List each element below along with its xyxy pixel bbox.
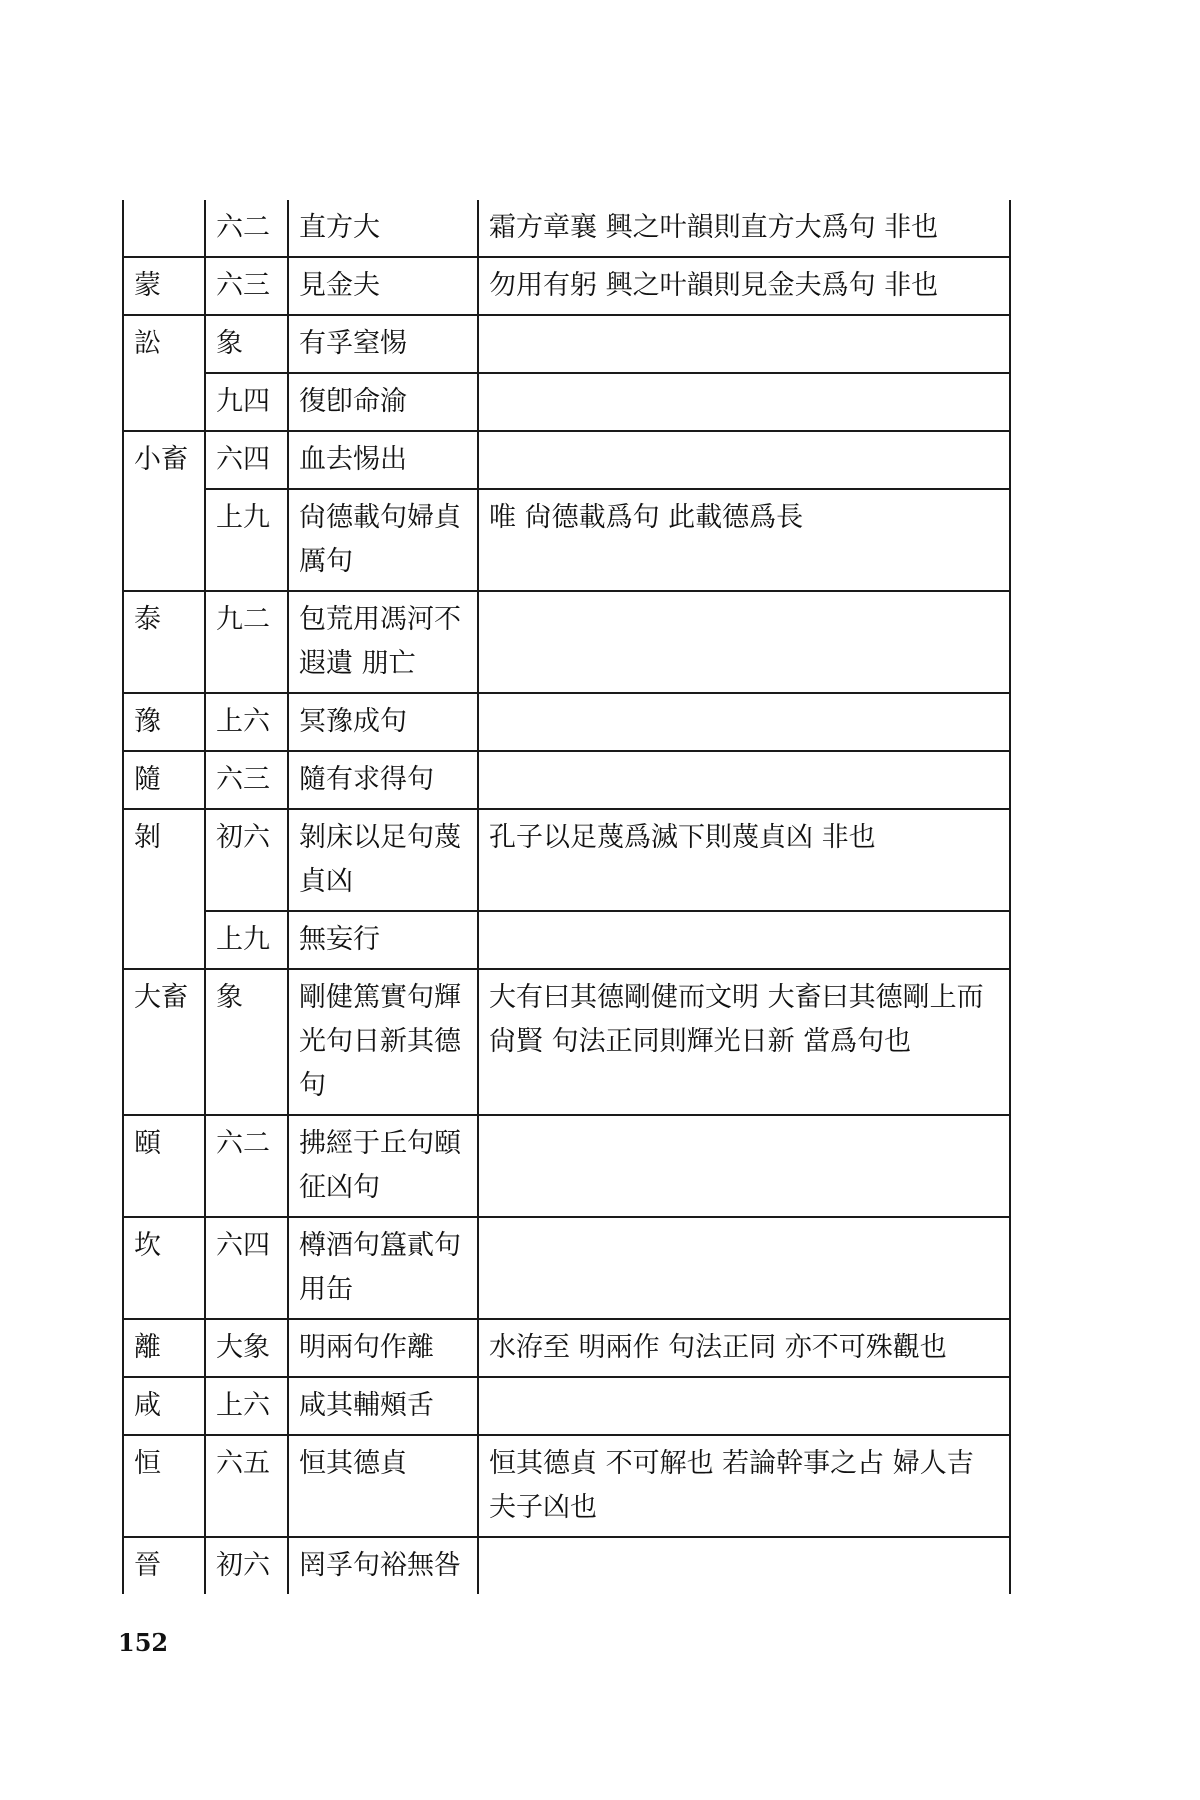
gua-cell: 豫 [123,693,205,751]
phrase-cell: 見金夫 [288,257,478,315]
table-row [123,431,1010,489]
note-cell [478,911,1010,969]
gua-cell: 小畜 [123,431,205,591]
table-row [123,1217,1010,1319]
phrase-cell: 直方大 [288,200,478,257]
gua-cell: 咸 [123,1377,205,1435]
page-number: 152 [118,1628,169,1657]
phrase-cell: 罔孚句裕無咎 [288,1537,478,1594]
yao-cell: 上六 [205,693,288,751]
note-cell: 唯 尙德載爲句 此載德爲長 [478,489,1010,591]
yao-cell: 九四 [205,373,288,431]
yao-cell: 六四 [205,1217,288,1319]
phrase-cell: 拂經于丘句頤征凶句 [288,1115,478,1217]
table-row [123,591,1010,693]
yao-cell: 上九 [205,911,288,969]
note-cell [478,1115,1010,1217]
yao-cell: 初六 [205,809,288,911]
yao-cell: 六二 [205,1115,288,1217]
table-row [123,315,1010,373]
yao-cell: 象 [205,315,288,373]
phrase-cell: 剝床以足句蔑貞凶 [288,809,478,911]
note-cell: 恒其德貞 不可解也 若論幹事之占 婦人吉夫子凶也 [478,1435,1010,1537]
table-row [123,257,1010,315]
table-row [123,1537,1010,1594]
table-row [123,1435,1010,1537]
gua-cell: 蒙 [123,257,205,315]
table-row [123,373,1010,431]
phrase-cell: 咸其輔頰舌 [288,1377,478,1435]
table-row [123,969,1010,1115]
note-cell: 水洊至 明兩作 句法正同 亦不可殊觀也 [478,1319,1010,1377]
note-cell: 勿用有躬 興之叶韻則見金夫爲句 非也 [478,257,1010,315]
note-cell [478,693,1010,751]
yao-cell: 六四 [205,431,288,489]
phrase-cell: 樽酒句簋貳句用缶 [288,1217,478,1319]
table-row [123,489,1010,591]
gua-cell: 隨 [123,751,205,809]
note-cell [478,1377,1010,1435]
table-row [123,693,1010,751]
gua-cell: 泰 [123,591,205,693]
phrase-cell: 冥豫成句 [288,693,478,751]
phrase-cell: 剛健篤實句輝光句日新其德句 [288,969,478,1115]
note-cell: 霜方章襄 興之叶韻則直方大爲句 非也 [478,200,1010,257]
note-cell [478,373,1010,431]
gua-cell: 恒 [123,1435,205,1537]
gua-cell: 離 [123,1319,205,1377]
gua-cell: 頤 [123,1115,205,1217]
yao-cell: 上九 [205,489,288,591]
note-cell [478,751,1010,809]
gua-cell: 訟 [123,315,205,431]
phrase-cell: 尙德載句婦貞厲句 [288,489,478,591]
phrase-cell: 隨有求得句 [288,751,478,809]
note-cell: 孔子以足蔑爲滅下則蔑貞凶 非也 [478,809,1010,911]
phrase-cell: 復卽命渝 [288,373,478,431]
yao-cell: 上六 [205,1377,288,1435]
note-cell [478,1537,1010,1594]
yao-cell: 九二 [205,591,288,693]
annotation-table [122,200,1011,1594]
gua-cell: 晉 [123,1537,205,1594]
note-cell [478,431,1010,489]
table-row [123,751,1010,809]
gua-cell: 大畜 [123,969,205,1115]
table-row [123,911,1010,969]
phrase-cell: 無妄行 [288,911,478,969]
phrase-cell: 有孚窒惕 [288,315,478,373]
phrase-cell: 明兩句作離 [288,1319,478,1377]
table-row [123,200,1010,257]
yao-cell: 初六 [205,1537,288,1594]
gua-cell: 剝 [123,809,205,969]
note-cell [478,1217,1010,1319]
yao-cell: 象 [205,969,288,1115]
note-cell: 大有曰其德剛健而文明 大畜曰其德剛上而尙賢 句法正同則輝光日新 當爲句也 [478,969,1010,1115]
phrase-cell: 恒其德貞 [288,1435,478,1537]
table-row [123,1377,1010,1435]
phrase-cell: 血去惕出 [288,431,478,489]
yao-cell: 六二 [205,200,288,257]
table-row [123,1115,1010,1217]
note-cell [478,315,1010,373]
gua-cell: 坎 [123,1217,205,1319]
table-row [123,1319,1010,1377]
table-row [123,809,1010,911]
gua-cell [123,200,205,257]
yao-cell: 大象 [205,1319,288,1377]
note-cell [478,591,1010,693]
yao-cell: 六三 [205,257,288,315]
yao-cell: 六五 [205,1435,288,1537]
yao-cell: 六三 [205,751,288,809]
phrase-cell: 包荒用馮河不遐遺 朋亡 [288,591,478,693]
